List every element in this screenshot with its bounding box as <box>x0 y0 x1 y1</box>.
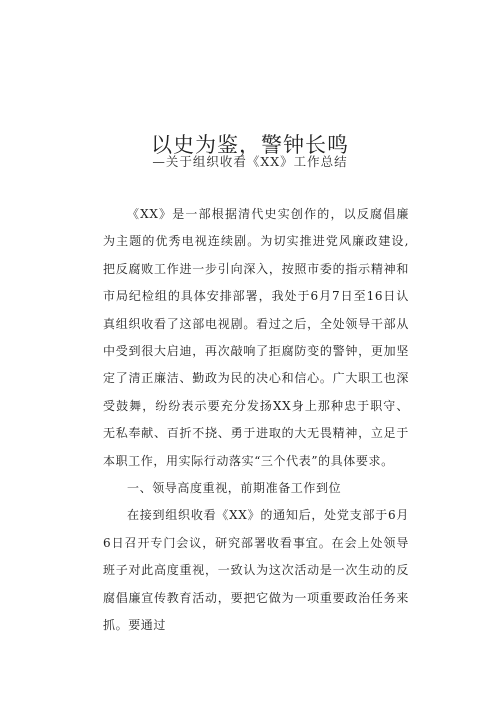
section-heading: 一、领导高度重视，前期准备工作到位 <box>127 481 342 496</box>
body-paragraph: 在接到组织收看《XX》的通知后，处党支部于6月6日召开专门会议，研究部署收看事宜。在会上处领导班子对此高度重视，一致认为这次活动是一次生动的反腐倡廉宣传教育活动，要把它做为一项重要政治任务来抓。要通过 <box>103 508 409 633</box>
document-title: 以史为鉴，警钟长鸣 <box>151 133 349 158</box>
document-subtitle: —关于组织收看《XX》工作总结 <box>152 154 348 169</box>
document-body <box>103 201 409 640</box>
body-paragraph: 《XX》是一部根据清代史实创作的，以反腐倡廉为主题的优秀电视连续剧。为切实推进党风廉政建设,把反腐败工作进一步引向深入，按照市委的指示精神和市局纪检组的具体安排部署，我处于6月7日至16日认真组织收看了这部电视剧。看过之后，全处领导干部从中受到很大启迪，再次敲响了拒腐防变的警钟，更加坚定了清正廉洁、勤政为民的决心和信心。广大职工也深受鼓舞，纷纷表示要充分发扬XX身上那种忠于职守、无私奉献、百折不挠、勇于进取的大无畏精神，立足于本职工作，用实际行动落实“三个代表”的具体要求。 <box>103 207 409 468</box>
